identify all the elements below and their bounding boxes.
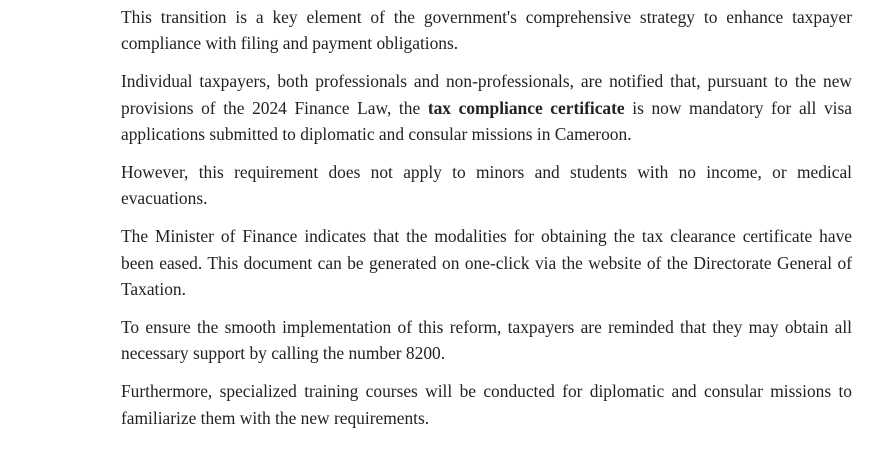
paragraph-support: To ensure the smooth implementation of this reform, taxpayers are reminded that they may obtain all necessary support by calling the number 8200. <box>121 317 852 364</box>
bold-phrase-tax-compliance-certificate: tax compliance certificate <box>427 97 625 118</box>
paragraph-text-after: is now mandatory for all visa applications submitted to diplomatic and consular missions in Cameroon. <box>121 97 852 145</box>
paragraph-training: Furthermore, specialized training courses will be conducted for diplomatic and consular missions to familiarize them with the new requirements. <box>121 381 852 428</box>
paragraph-mandatory-certificate <box>121 68 852 147</box>
paragraph-strategy: This transition is a key element of the government's comprehensive strategy to enhance taxpayer compliance with filing and payment obligations. <box>121 7 852 54</box>
paragraph-text-before: Individual taxpayers, both professionals and non-professionals, are notified that, pursuant to the new provisions of the 2024 Finance Law, the <box>121 71 852 118</box>
paragraph-modalities: The Minister of Finance indicates that the modalities for obtaining the tax clearance certificate have been eased. This document can be generated on one-click via the website of the Directorate General of Taxation. <box>121 226 852 300</box>
document-body <box>121 4 852 443</box>
paragraph-exemptions: However, this requirement does not apply to minors and students with no income, or medical evacuations. <box>121 162 852 209</box>
